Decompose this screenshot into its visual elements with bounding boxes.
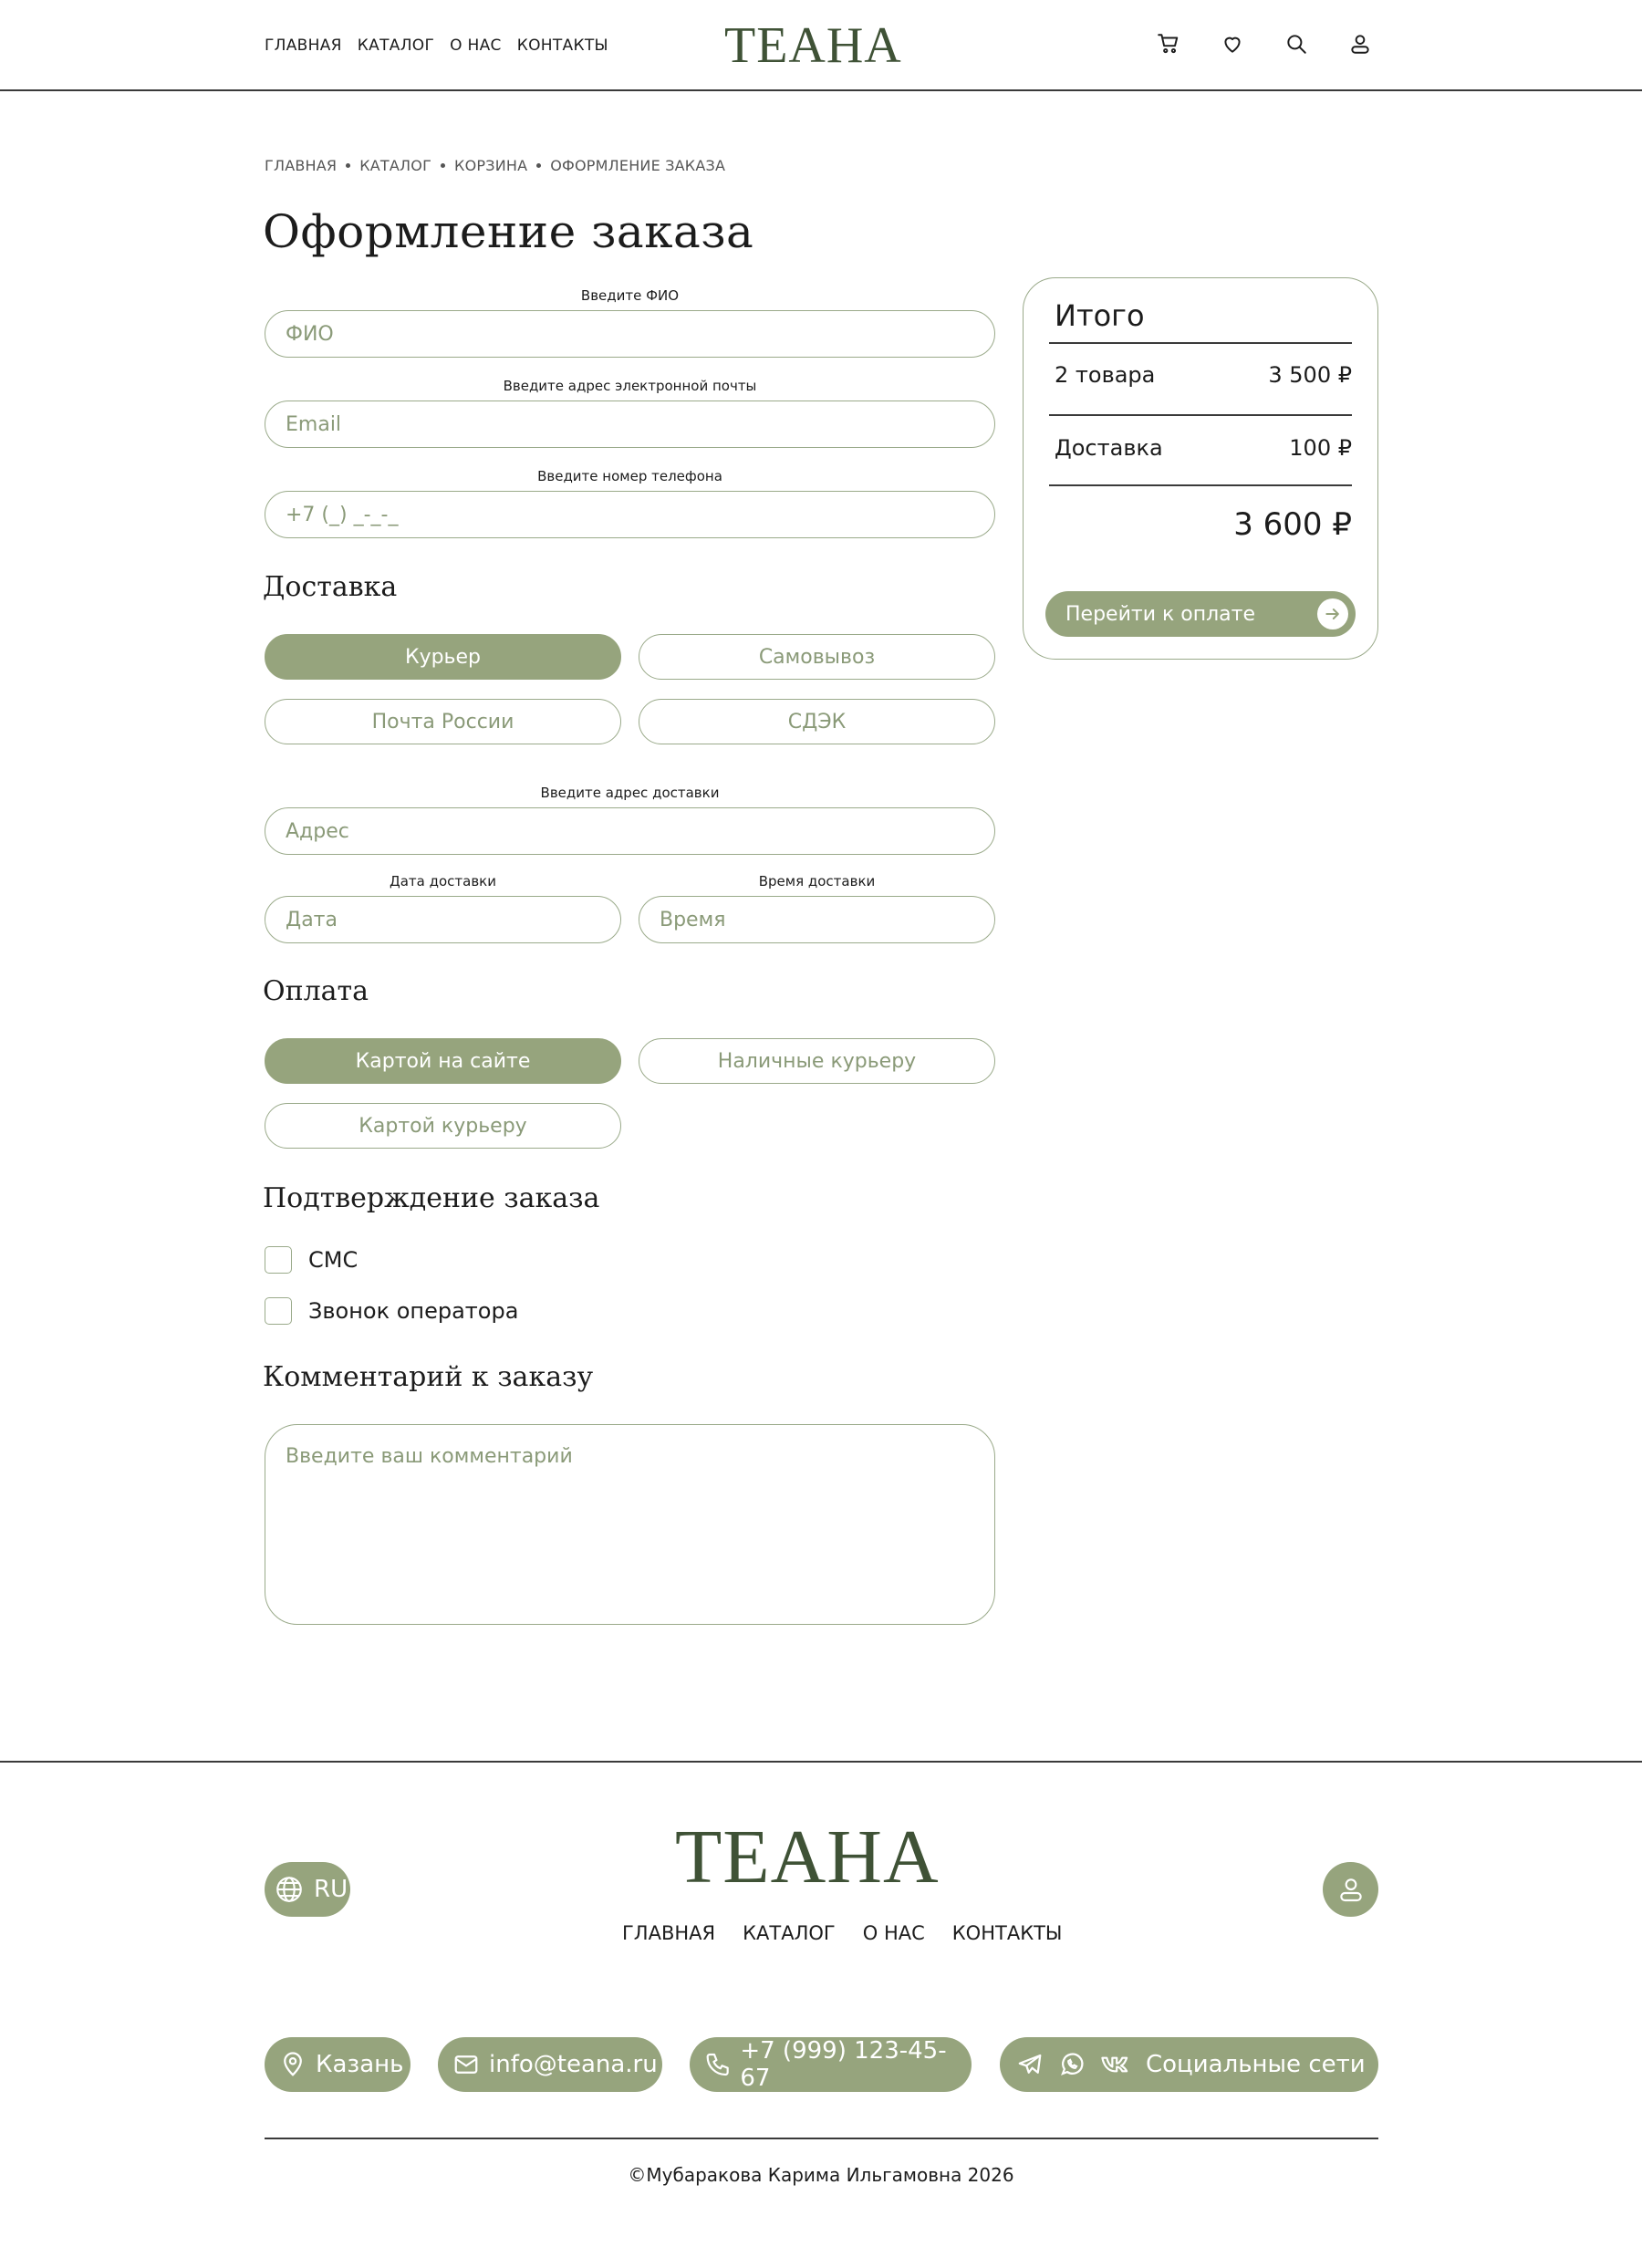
whatsapp-icon[interactable] [1058, 2051, 1086, 2078]
cart-icon[interactable] [1157, 32, 1180, 56]
delivery-value: 100 ₽ [1289, 435, 1352, 461]
city-label: Казань [316, 2051, 404, 2078]
footer-logo[interactable] [675, 1815, 940, 1899]
sms-checkbox[interactable] [265, 1246, 292, 1274]
breadcrumb-separator [346, 163, 350, 168]
comment-title: Комментарий к заказу [263, 1361, 594, 1393]
main-nav [265, 36, 608, 55]
logo-text: ТЕАНА [724, 17, 902, 74]
nav-catalog[interactable]: КАТАЛОГ [357, 36, 435, 55]
user-icon[interactable] [1348, 32, 1372, 56]
payment-title: Оплата [263, 975, 369, 1007]
address-input[interactable]: Адрес [265, 807, 995, 855]
footer-nav [622, 1922, 1062, 1944]
account-button[interactable] [1323, 1862, 1378, 1917]
divider [1049, 484, 1352, 486]
time-input[interactable]: Время [639, 896, 995, 943]
email-label: Введите адрес электронной почты [503, 378, 757, 394]
breadcrumb-home[interactable]: ГЛАВНАЯ [265, 157, 338, 174]
items-value: 3 500 ₽ [1268, 362, 1352, 388]
email-label: info@teana.ru [489, 2051, 658, 2078]
items-label: 2 товара [1055, 362, 1156, 388]
nav-contacts[interactable]: КОНТАКТЫ [516, 36, 608, 55]
email-pill[interactable] [438, 2037, 662, 2092]
pay-button-label: Перейти к оплате [1065, 602, 1256, 626]
pay-button[interactable] [1045, 591, 1356, 637]
order-summary [1023, 277, 1378, 660]
phone-icon [704, 2051, 731, 2078]
call-label: Звонок оператора [308, 1298, 519, 1324]
header-icons [1157, 32, 1372, 56]
mail-icon [452, 2051, 480, 2078]
telegram-icon[interactable] [1016, 2051, 1044, 2078]
confirm-call-row[interactable] [265, 1297, 518, 1325]
fio-label: Введите ФИО [580, 287, 680, 304]
footer-logo-text: ТЕАНА [675, 1815, 940, 1899]
site-header [0, 0, 1642, 91]
summary-items-row [1055, 362, 1352, 388]
language-button[interactable] [265, 1862, 350, 1917]
phone-input[interactable]: +7 (_) _-_-_ [265, 491, 995, 538]
social-pill[interactable] [1000, 2037, 1378, 2092]
globe-icon [274, 1874, 305, 1905]
footer-nav-about[interactable]: О НАС [862, 1922, 925, 1944]
footer-nav-catalog[interactable]: КАТАЛОГ [743, 1922, 836, 1944]
delivery-option-pickup[interactable]: Самовывоз [639, 634, 995, 680]
breadcrumb-separator [441, 163, 445, 168]
phone-label: Введите номер телефона [537, 468, 722, 484]
divider [1049, 342, 1352, 344]
footer-nav-contacts[interactable]: КОНТАКТЫ [951, 1922, 1063, 1944]
confirmation-title: Подтверждение заказа [263, 1182, 600, 1214]
breadcrumb [265, 157, 725, 174]
nav-home[interactable]: ГЛАВНАЯ [265, 36, 342, 55]
sms-label: СМС [308, 1247, 359, 1273]
date-label: Дата доставки [390, 873, 496, 890]
delivery-label: Доставка [1055, 435, 1163, 461]
copyright: ©Мубаракова Карима Ильгамовна 2026 [628, 2164, 1014, 2186]
search-icon[interactable] [1284, 32, 1308, 56]
user-icon [1336, 1875, 1366, 1904]
payment-option-cash-courier[interactable]: Наличные курьеру [639, 1038, 995, 1084]
page-title: Оформление заказа [263, 205, 754, 258]
arrow-right-icon [1317, 598, 1348, 629]
delivery-title: Доставка [263, 571, 398, 603]
time-label: Время доставки [758, 873, 876, 890]
phone-pill[interactable] [690, 2037, 972, 2092]
footer-divider [0, 1761, 1642, 1763]
footer-bottom-divider [265, 2138, 1378, 2139]
breadcrumb-cart[interactable]: КОРЗИНА [454, 157, 528, 174]
divider [1049, 414, 1352, 416]
delivery-option-russian-post[interactable]: Почта России [265, 699, 621, 744]
address-label: Введите адрес доставки [540, 785, 720, 801]
summary-total: 3 600 ₽ [1233, 506, 1352, 543]
breadcrumb-current: ОФОРМЛЕНИЕ ЗАКАЗА [550, 157, 726, 174]
summary-title: Итого [1055, 298, 1145, 333]
payment-option-card-courier[interactable]: Картой курьеру [265, 1103, 621, 1149]
phone-label: +7 (999) 123-45-67 [740, 2037, 947, 2092]
logo[interactable] [724, 17, 902, 74]
email-input[interactable]: Email [265, 401, 995, 448]
breadcrumb-separator [536, 163, 541, 168]
city-pill[interactable] [265, 2037, 410, 2092]
delivery-option-courier[interactable]: Курьер [265, 634, 621, 680]
payment-option-card-online[interactable]: Картой на сайте [265, 1038, 621, 1084]
confirm-sms-row[interactable] [265, 1246, 358, 1274]
call-checkbox[interactable] [265, 1297, 292, 1325]
breadcrumb-catalog[interactable]: КАТАЛОГ [359, 157, 432, 174]
language-label: RU [314, 1876, 348, 1903]
vk-icon[interactable] [1100, 2051, 1131, 2078]
date-input[interactable]: Дата [265, 896, 621, 943]
location-pin-icon [279, 2051, 307, 2078]
footer-nav-home[interactable]: ГЛАВНАЯ [622, 1922, 716, 1944]
summary-delivery-row [1055, 435, 1352, 461]
social-label: Социальные сети [1146, 2051, 1366, 2078]
delivery-option-cdek[interactable]: СДЭК [639, 699, 995, 744]
comment-textarea[interactable]: Введите ваш комментарий [265, 1424, 995, 1625]
fio-input[interactable]: ФИО [265, 310, 995, 358]
heart-icon[interactable] [1221, 32, 1244, 56]
nav-about[interactable]: О НАС [450, 36, 502, 55]
